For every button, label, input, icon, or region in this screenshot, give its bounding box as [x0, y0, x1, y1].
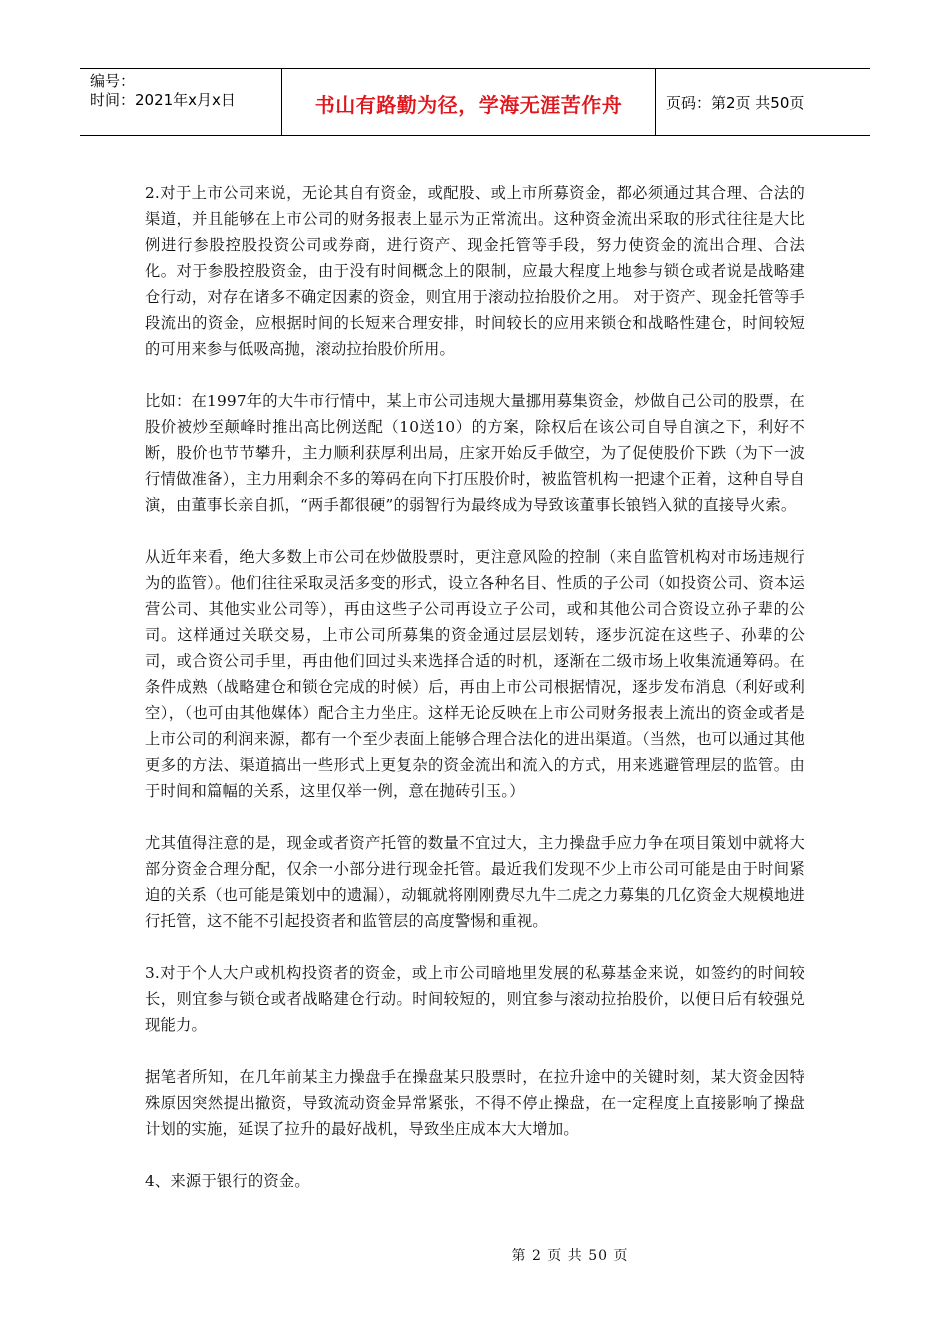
paragraph: 3.对于个人大户或机构投资者的资金，或上市公司暗地里发展的私募基金来说，如签约的时间较长，则宜参与锁仓或者战略建仓行动。时间较短的，则宜参与滚动拉抬股价，以便日后有较强兑现能力。 [145, 964, 805, 1034]
paragraph: 据笔者所知，在几年前某主力操盘手在操盘某只股票时，在拉升途中的关键时刻，某大资金因特殊原因突然提出撤资，导致流动资金异常紧张，不得不停止操盘，在一定程度上直接影响了操盘计划的实施，延误了拉升的最好战机，导致坐庄成本大大增加。 [145, 1068, 805, 1138]
document-time-label: 时间：2021年x月x日 [90, 91, 236, 109]
document-body [145, 180, 805, 1220]
header-motto: 书山有路勤为径，学海无涯苦作舟 [282, 69, 656, 135]
page-footer [0, 1245, 950, 1265]
document-number-label: 编号： [90, 72, 136, 90]
page-number: 第 2 页 共 50 页 [511, 1248, 629, 1264]
paragraph: 4、来源于银行的资金。 [145, 1172, 310, 1190]
paragraph: 2.对于上市公司来说，无论其自有资金，或配股、或上市所募资金，都必须通过其合理、合法的渠道，并且能够在上市公司的财务报表上显示为正常流出。这种资金流出采取的形式往往是大比例进行参股控股投资公司或券商，进行资产、现金托管等手段，努力使资金的流出合理、合法化。对于参股控股资金，由于没有时间概念上的限制，应最大程度上地参与锁仓或者说是战略建仓行动，对存在诸多不确定因素的资金，则宜用于滚动拉抬股价之用。 对于资产、现金托管等手段流出的资金，应根据时间的长短来合理安排，时间较长的应用来锁仓和战略性建仓，时间较短的可用来参与低吸高抛，滚动拉抬股价所用。 [145, 184, 805, 358]
document-header [80, 68, 870, 136]
paragraph: 尤其值得注意的是，现金或者资产托管的数量不宜过大，主力操盘手应力争在项目策划中就将大部分资金合理分配，仅余一小部分进行现金托管。最近我们发现不少上市公司可能是由于时间紧迫的关系（也可能是策划中的遗漏），动辄就将刚刚费尽九牛二虎之力募集的几亿资金大规模地进行托管，这不能不引起投资者和监管层的高度警惕和重视。 [145, 834, 805, 930]
header-meta [80, 69, 282, 135]
paragraph: 比如：在1997年的大牛市行情中，某上市公司违规大量挪用募集资金，炒做自己公司的股票，在股价被炒至颠峰时推出高比例送配（10送10）的方案，除权后在该公司自导自演之下，利好不断，股价也节节攀升，主力顺利获厚利出局，庄家开始反手做空，为了促使股价下跌（为下一波行情做准备），主力用剩余不多的筹码在向下打压股价时，被监管机构一把逮个正着，这种自导自演，由董事长亲自抓，“两手都很硬”的弱智行为最终成为导致该董事长锒铛入狱的直接导火索。 [145, 392, 805, 514]
paragraph: 从近年来看，绝大多数上市公司在炒做股票时，更注意风险的控制（来自监管机构对市场违规行为的监管）。他们往往采取灵活多变的形式，设立各种名目、性质的子公司（如投资公司、资本运营公司、其他实业公司等），再由这些子公司再设立子公司，或和其他公司合资设立孙子辈的公司。这样通过关联交易，上市公司所募集的资金通过层层划转，逐步沉淀在这些子、孙辈的公司，或合资公司手里，再由他们回过头来选择合适的时机，逐渐在二级市场上收集流通筹码。在条件成熟（战略建仓和锁仓完成的时候）后，再由上市公司根据情况，逐步发布消息（利好或利空），（也可由其他媒体）配合主力坐庄。这样无论反映在上市公司财务报表上流出的资金或者是上市公司的利润来源，都有一个至少表面上能够合理合法化的进出渠道。（当然，也可以通过其他更多的方法、渠道搞出一些形式上更复杂的资金流出和流入的方式，用来逃避管理层的监管。由于时间和篇幅的关系，这里仅举一例，意在抛砖引玉。） [145, 548, 805, 800]
header-page-info: 页码：第2页 共50页 [666, 93, 805, 112]
